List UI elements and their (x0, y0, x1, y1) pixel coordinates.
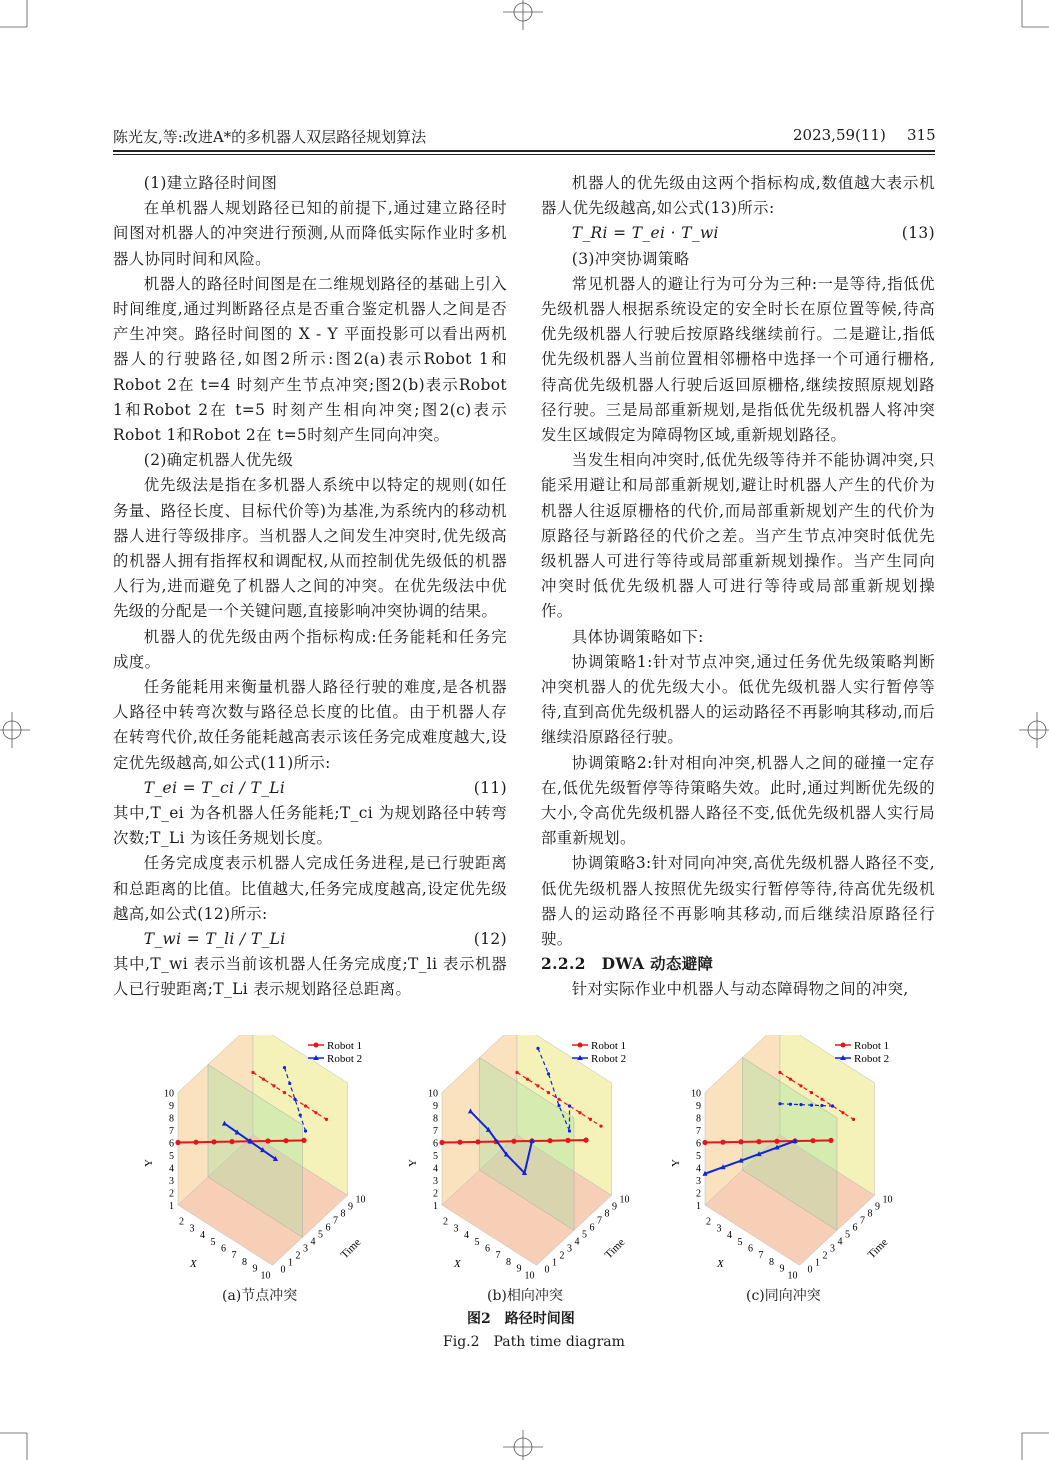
y-tick-label: 10 (164, 1088, 174, 1100)
projection-marker (283, 1066, 286, 1069)
y-tick-label: 8 (696, 1113, 701, 1125)
x-axis-label: X (190, 1258, 197, 1270)
data-point (475, 1139, 480, 1144)
time-tick-label: 6 (589, 1222, 595, 1234)
x-tick-label: 8 (769, 1256, 774, 1268)
y-tick-label: 3 (433, 1176, 438, 1187)
projection-marker (589, 1118, 592, 1121)
time-tick-label: 5 (318, 1229, 323, 1241)
x-tick-label: 3 (453, 1223, 459, 1235)
paragraph: 常见机器人的避让行为可分为三种:一是等待,指低优先级机器人根据系统设定的安全时长在原位置等候,待高优先级机器人行驶后按原路线继续前行。二是避让,指低优先级机器人当前位置相邻栅格中选择一个可通行栅格,待高优先级机器人行驶后返回原栅格,继续按照原规划路径行驶。三是局部重新规划,是指低优先级机器人将冲突发生区域假定为障碍物区域,重新规划路径。 (541, 274, 935, 445)
time-tick-label: 2 (295, 1250, 301, 1262)
time-tick-label: 7 (333, 1215, 338, 1227)
data-point (583, 1138, 588, 1143)
paragraph: 机器人的优先级由这两个指标构成,数值越大表示机器人优先级越高,如公式(13)所示: (541, 174, 935, 218)
projection-marker (262, 1078, 265, 1081)
time-tick-label: 3 (567, 1243, 572, 1255)
paragraph: 协调策略2:针对相向冲突,机器人之间的碰撞一定存在,低优先级暂停等待策略失效。此时,通过判断优先级的大小,令高优先级机器人路径不变,低优先级机器人实行局部重新规划。 (541, 753, 935, 848)
y-tick-label: 10 (691, 1088, 701, 1100)
projection-marker (831, 1104, 834, 1107)
time-tick-label: 9 (612, 1201, 617, 1213)
time-tick-label: 8 (604, 1208, 610, 1220)
time-tick-label: 7 (860, 1215, 865, 1227)
x-tick-label: 5 (737, 1236, 743, 1248)
projection-marker (293, 1098, 296, 1101)
x-tick-label: 2 (179, 1216, 184, 1228)
figure-2c-chart (667, 1035, 929, 1285)
data-point (283, 1138, 288, 1143)
x-tick-label: 6 (748, 1243, 753, 1255)
time-tick-label: 3 (830, 1243, 835, 1255)
data-point (457, 1140, 462, 1145)
equation-11 (113, 776, 507, 801)
figure-2b-chart (404, 1035, 666, 1285)
y-tick-label: 3 (169, 1176, 174, 1187)
section-heading: 2.2.2 DWA 动态避障 (541, 955, 714, 974)
time-tick-label: 8 (867, 1208, 873, 1220)
time-tick-label: 10 (355, 1194, 366, 1206)
page-number: 315 (907, 126, 936, 144)
projection-marker (536, 1047, 539, 1050)
x-tick-label: 5 (474, 1236, 480, 1248)
y-tick-label: 6 (169, 1138, 174, 1150)
data-point (193, 1140, 198, 1145)
y-tick-label: 1 (696, 1201, 701, 1212)
y-axis-label: Y (143, 1159, 155, 1167)
x-tick-label: 6 (221, 1243, 226, 1255)
equation-number: (12) (473, 930, 507, 949)
y-tick-label: 7 (169, 1126, 174, 1137)
time-tick-label: 9 (875, 1201, 880, 1213)
projection-marker (852, 1118, 855, 1121)
x-tick-label: 2 (443, 1216, 448, 1228)
paragraph: 优先级法是指在多机器人系统中以特定的规则(如任务量、路径长度、目标代价等)为基准,为系统内的移动机器人进行等级排序。当机器人之间发生冲突时,优先级高的机器人拥有指挥权和调配权,从而控制优先级低的机器人行为,进而避免了机器人之间的冲突。在优先级法中优先级的分配是一个关键问题,直接影响冲突协调的结果。 (113, 476, 507, 621)
projection-marker (325, 1118, 328, 1121)
projection-marker (841, 1111, 844, 1114)
y-tick-label: 6 (696, 1138, 701, 1150)
x-tick-label: 8 (506, 1256, 511, 1268)
projection-marker (568, 1129, 571, 1132)
projection-marker (314, 1111, 317, 1114)
data-point (439, 1140, 444, 1145)
time-tick-label: 6 (852, 1222, 858, 1234)
data-point (810, 1138, 815, 1143)
left-column (113, 171, 507, 1003)
y-tick-label: 3 (696, 1176, 701, 1187)
projection-marker (299, 1114, 302, 1117)
x-tick-label: 9 (779, 1263, 785, 1275)
time-tick-label: 0 (280, 1264, 286, 1276)
paragraph: 协调策略3:针对同向冲突,高优先级机器人路径不变,低优先级机器人按照优先级实行暂停等待,待高优先级机器人的运动路径不再影响其移动,而后继续沿原路径行驶。 (541, 854, 935, 949)
y-tick-label: 2 (696, 1188, 701, 1200)
projection-marker (251, 1071, 254, 1074)
time-tick-label: 1 (815, 1257, 820, 1269)
equation-number: (11) (473, 778, 507, 797)
y-tick-label: 4 (433, 1163, 438, 1175)
x-tick-label: 3 (716, 1223, 722, 1235)
y-tick-label: 4 (696, 1163, 701, 1175)
y-tick-label: 4 (169, 1163, 174, 1175)
projection-marker (820, 1098, 823, 1101)
projection-marker (515, 1071, 518, 1074)
y-tick-label: 7 (696, 1126, 701, 1137)
data-point (565, 1138, 570, 1143)
y-tick-label: 9 (696, 1101, 701, 1112)
projection-marker (288, 1082, 291, 1085)
x-tick-label: 7 (758, 1250, 764, 1262)
paragraph: 任务能耗用来衡量机器人路径行驶的难度,是各机器人路径中转弯次数与路径总长度的比值。由于机器人存在转弯代价,故任务能耗越高表示该任务完成难度越大,设定优先级越高,如公式(11)所示: (113, 678, 507, 772)
time-tick-label: 1 (288, 1257, 293, 1269)
time-tick-label: 4 (837, 1236, 843, 1248)
equation-text: T_ei = T_ci / T_Li (143, 778, 286, 797)
x-tick-label: 2 (706, 1216, 711, 1228)
projection-marker (547, 1091, 550, 1094)
equation-text: T_Ri = T_ei · T_wi (571, 224, 719, 243)
y-tick-label: 5 (433, 1151, 438, 1162)
legend-label: Robot 2 (854, 1053, 890, 1065)
paragraph: 协调策略1:针对节点冲突,通过任务优先级策略判断冲突机器人的优先级大小。低优先级机器人实行暂停等待,直到高优先级机器人的运动路径不再影响其移动,而后继续沿原路径行驶。 (541, 652, 935, 747)
equation-text: T_wi = T_li / T_Li (143, 930, 286, 949)
issue-info: 2023,59(11) (793, 126, 886, 144)
paragraph: 在单机器人规划路径已知的前提下,通过建立路径时间图对机器人的冲突进行预测,从而降低实际作业时多机器人协同时间和风险。 (113, 199, 507, 268)
time-tick-label: 7 (597, 1215, 602, 1227)
projection-marker (799, 1103, 802, 1106)
paragraph: 其中,T_ei 为各机器人任务能耗;T_ci 为规划路径中转弯次数;T_Li 为该任务规划长度。 (113, 804, 507, 848)
y-tick-label: 1 (169, 1201, 174, 1212)
time-axis-label: Time (865, 1236, 891, 1262)
data-point (547, 1138, 552, 1143)
data-point (229, 1139, 234, 1144)
x-tick-label: 7 (495, 1250, 501, 1262)
legend-label: Robot 2 (591, 1053, 627, 1065)
projection-marker (789, 1103, 792, 1106)
y-axis-label: Y (670, 1159, 682, 1167)
y-tick-label: 10 (428, 1088, 438, 1100)
x-tick-label: 8 (242, 1256, 247, 1268)
projection-marker (526, 1078, 529, 1081)
paragraph: 机器人的优先级由两个指标构成:任务能耗和任务完成度。 (113, 627, 507, 671)
time-tick-label: 4 (574, 1236, 580, 1248)
time-tick-label: 2 (559, 1250, 565, 1262)
time-tick-label: 6 (325, 1222, 331, 1234)
projection-marker (536, 1084, 539, 1087)
subfigure-caption-a: (a)节点冲突 (222, 1288, 298, 1304)
y-tick-label: 9 (169, 1101, 174, 1112)
y-tick-label: 5 (696, 1151, 701, 1162)
y-tick-label: 2 (169, 1188, 174, 1200)
x-tick-label: 9 (252, 1263, 258, 1275)
projection-marker (599, 1125, 602, 1128)
paragraph: 针对实际作业中机器人与动态障碍物之间的冲突, (571, 980, 909, 999)
subfigure-caption-c: (c)同向冲突 (746, 1288, 821, 1304)
projection-marker (557, 1098, 560, 1101)
data-point (774, 1139, 779, 1144)
time-tick-label: 10 (619, 1194, 630, 1206)
legend-marker (314, 1043, 319, 1048)
data-point (720, 1140, 725, 1145)
data-point (511, 1139, 516, 1144)
y-tick-label: 9 (433, 1101, 438, 1112)
projection-marker (810, 1091, 813, 1094)
figure-title-cn: 图2 路径时间图 (467, 1311, 575, 1327)
data-point (301, 1138, 306, 1143)
legend-marker (578, 1043, 583, 1048)
data-point (175, 1140, 180, 1145)
time-axis-label: Time (602, 1236, 628, 1262)
y-tick-label: 5 (169, 1151, 174, 1162)
projection-marker (283, 1091, 286, 1094)
data-point (211, 1139, 216, 1144)
projection-marker (778, 1102, 781, 1105)
legend-label: Robot 2 (327, 1053, 363, 1065)
projection-marker (304, 1129, 307, 1132)
y-tick-label: 8 (433, 1113, 438, 1125)
paragraph: 机器人的路径时间图是在二维规划路径的基础上引入时间维度,通过判断路径点是否重合鉴定机器人之间是否产生冲突。路径时间图的 X - Y 平面投影可以看出两机器人的行驶路径,如图2所示:图2(a)表示Robot 1和Robot 2在 t=4 时刻产生节点冲突;图2(b)表示Robot 1和Robot 2在 t=5 时刻产生相向冲突;图2(c)表示Robot 1和Robot 2在 t=5时刻产生同向冲突。 (113, 274, 507, 445)
projection-marker (578, 1111, 581, 1114)
time-axis-label: Time (338, 1236, 364, 1262)
y-axis-label: Y (407, 1159, 419, 1167)
subfigure-caption-b: (b)相向冲突 (487, 1288, 563, 1304)
x-tick-label: 6 (485, 1243, 490, 1255)
equation-13 (541, 221, 935, 246)
x-axis-label: X (717, 1258, 724, 1270)
time-tick-label: 5 (582, 1229, 587, 1241)
time-tick-label: 0 (544, 1264, 550, 1276)
time-tick-label: 9 (348, 1201, 353, 1213)
data-point (702, 1140, 707, 1145)
x-axis-label: X (454, 1258, 461, 1270)
data-point (265, 1138, 270, 1143)
x-tick-label: 3 (189, 1223, 195, 1235)
x-tick-label: 7 (231, 1250, 237, 1262)
data-point (756, 1139, 761, 1144)
time-tick-label: 3 (303, 1243, 308, 1255)
subsection-heading: (1)建立路径时间图 (143, 174, 278, 192)
legend-label: Robot 1 (327, 1040, 363, 1052)
time-tick-label: 8 (340, 1208, 346, 1220)
x-tick-label: 4 (727, 1230, 732, 1242)
time-tick-label: 10 (882, 1194, 893, 1206)
header-rule (113, 150, 935, 152)
data-point (828, 1138, 833, 1143)
subsection-heading: (2)确定机器人优先级 (143, 451, 294, 470)
paragraph: 任务完成度表示机器人完成任务进程,是已行驶距离和总距离的比值。比值越大,任务完成度越高,设定优先级越高,如公式(12)所示: (113, 854, 507, 923)
projection-marker (799, 1084, 802, 1087)
projection-marker (789, 1078, 792, 1081)
x-tick-label: 5 (210, 1236, 216, 1248)
subsection-heading: (3)冲突协调策略 (571, 249, 690, 268)
legend-label: Robot 1 (854, 1040, 890, 1052)
projection-marker (547, 1072, 550, 1075)
projection-marker (272, 1084, 275, 1087)
equation-12 (113, 927, 507, 952)
time-tick-label: 5 (845, 1229, 850, 1241)
y-tick-label: 6 (433, 1138, 438, 1150)
x-tick-label: 10 (787, 1270, 798, 1282)
x-tick-label: 4 (464, 1230, 469, 1242)
y-tick-label: 8 (169, 1113, 174, 1125)
legend-marker (841, 1043, 846, 1048)
projection-marker (557, 1104, 560, 1107)
paragraph: 具体协调策略如下: (571, 627, 704, 646)
projection-marker (304, 1104, 307, 1107)
x-tick-label: 10 (524, 1270, 535, 1282)
projection-marker (778, 1071, 781, 1074)
time-tick-label: 0 (807, 1264, 813, 1276)
paragraph: 当发生相向冲突时,低优先级等待并不能协调冲突,只能采用避让和局部重新规划,避让时机器人产生的代价为机器人往返原栅格的代价,而局部重新规划产生的代价为原路径与新路径的代价之差。当产生节点冲突时低优先级机器人可进行等待或局部重新规划操作。当产生同向冲突时低优先级机器人可进行等待或局部重新规划操作。 (541, 451, 935, 621)
figure-2a-chart (140, 1035, 402, 1285)
header-rule-thin (113, 154, 935, 155)
y-tick-label: 2 (433, 1188, 438, 1200)
data-point (738, 1139, 743, 1144)
y-tick-label: 1 (433, 1201, 438, 1212)
projection-marker (820, 1104, 823, 1107)
x-tick-label: 4 (200, 1230, 205, 1242)
x-tick-label: 9 (516, 1263, 522, 1275)
y-tick-label: 7 (433, 1126, 438, 1137)
paragraph: 其中,T_wi 表示当前该机器人任务完成度;T_li 表示机器人已行驶距离;T_Li 表示规划路径总距离。 (113, 955, 507, 999)
projection-marker (810, 1104, 813, 1107)
time-tick-label: 4 (310, 1236, 316, 1248)
time-tick-label: 2 (822, 1250, 828, 1262)
figure-title-en: Fig.2 Path time diagram (443, 1334, 625, 1350)
time-tick-label: 1 (552, 1257, 557, 1269)
running-title: 陈光友,等:改进A*的多机器人双层路径规划算法 (113, 128, 427, 146)
equation-number: (13) (901, 224, 935, 243)
legend-label: Robot 1 (591, 1040, 627, 1052)
projection-marker (568, 1104, 571, 1107)
x-tick-label: 10 (260, 1270, 271, 1282)
right-column (541, 171, 935, 1003)
